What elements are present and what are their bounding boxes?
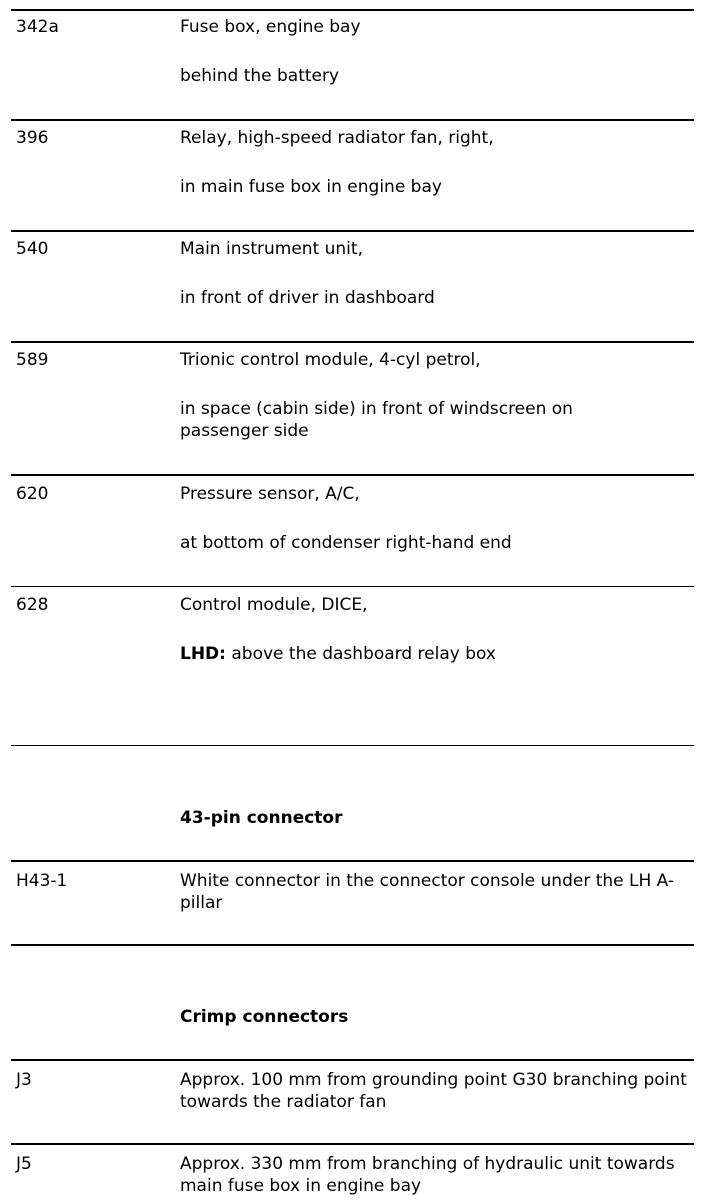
connector-location: Approx. 330 mm from branching of hydraulic unit towards main fuse box in engine bay <box>180 1154 675 1196</box>
component-code: 628 <box>16 595 49 615</box>
row-divider <box>11 341 694 343</box>
component-location: in front of driver in dashboard <box>180 288 435 308</box>
component-location: in space (cabin side) in front of windscreen on passenger side <box>180 399 573 441</box>
row-divider <box>11 1143 694 1145</box>
row-divider <box>11 860 694 862</box>
component-location: in main fuse box in engine bay <box>180 177 442 197</box>
component-code: 589 <box>16 350 49 370</box>
row-divider <box>11 586 694 587</box>
component-code: 540 <box>16 239 49 259</box>
component-location: at bottom of condenser right-hand end <box>180 533 512 553</box>
component-name: Relay, high-speed radiator fan, right, <box>180 128 494 148</box>
component-name: Fuse box, engine bay <box>180 17 361 37</box>
row-divider <box>11 474 694 476</box>
component-code: 396 <box>16 128 49 148</box>
component-location <box>180 643 694 665</box>
component-name: Control module, DICE, <box>180 595 368 615</box>
component-name: Pressure sensor, A/C, <box>180 484 360 504</box>
connector-location: Approx. 100 mm from grounding point G30 branching point towards the radiator fan <box>180 1070 687 1112</box>
component-name: Trionic control module, 4-cyl petrol, <box>180 350 481 370</box>
connector-location: White connector in the connector console under the LH A-pillar <box>180 871 675 913</box>
row-divider <box>11 119 694 121</box>
component-location: behind the battery <box>180 66 340 86</box>
section-heading: 43-pin connector <box>180 808 343 828</box>
component-code: 342a <box>16 17 59 37</box>
connector-code: J3 <box>16 1070 32 1090</box>
table-end-divider <box>11 745 694 746</box>
section-heading: Crimp connectors <box>180 1007 349 1027</box>
location-text: above the dashboard relay box <box>225 644 496 664</box>
row-divider <box>11 944 694 946</box>
lhd-label: LHD: <box>180 644 226 664</box>
row-divider <box>11 9 694 11</box>
row-divider <box>11 230 694 232</box>
connector-code: J5 <box>16 1154 32 1174</box>
row-divider <box>11 1059 694 1061</box>
connector-code: H43-1 <box>16 871 68 891</box>
component-name: Main instrument unit, <box>180 239 363 259</box>
component-code: 620 <box>16 484 49 504</box>
